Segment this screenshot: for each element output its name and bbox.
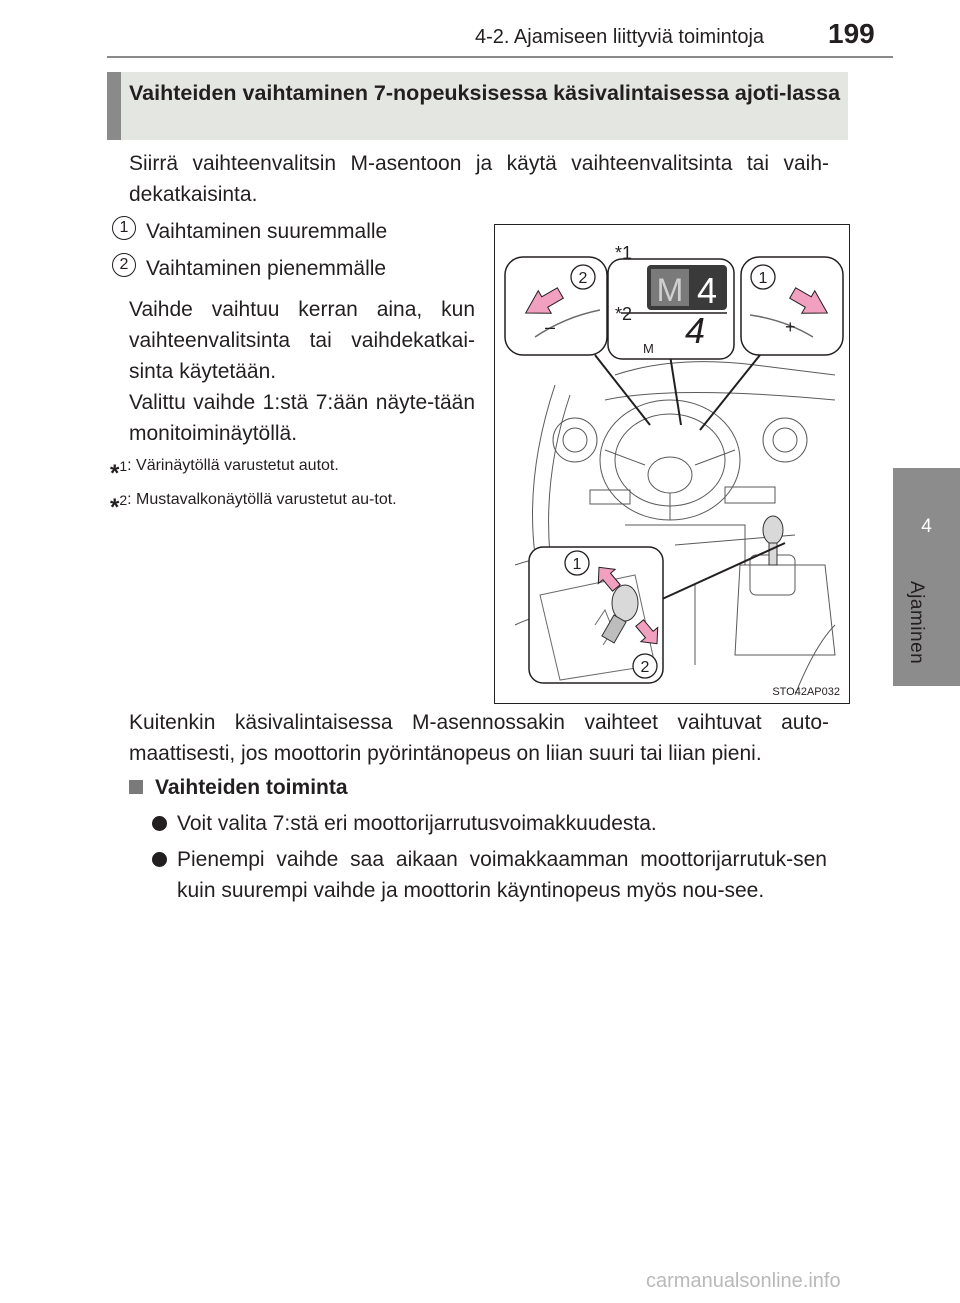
mono-mode: M bbox=[643, 341, 654, 356]
bullet-dot-icon bbox=[152, 852, 167, 867]
callout-number: 1 bbox=[758, 270, 768, 287]
step-label: Vaihtaminen suuremmalle bbox=[146, 220, 388, 243]
paddle-plus-label: + bbox=[785, 317, 796, 337]
step-upshift bbox=[112, 220, 387, 244]
mono-gear: 4 bbox=[685, 310, 706, 351]
header-rule bbox=[107, 56, 893, 58]
bullet-dot-icon bbox=[152, 816, 167, 831]
bullet-item bbox=[152, 844, 827, 906]
step-number: 2 bbox=[112, 253, 136, 277]
subheading-text: Vaihteiden toiminta bbox=[155, 776, 348, 799]
shift-paragraph: Vaihde vaihtuu kerran aina, kun vaihteenvalitsinta tai vaihdekatkai-sinta käytetään. bbox=[129, 298, 475, 383]
left-paddle-bubble bbox=[505, 257, 607, 355]
callout-number: 1 bbox=[572, 556, 582, 573]
display-paragraph: Valittu vaihde 1:stä 7:ään näyte-tään monitoiminäytöllä. bbox=[129, 391, 475, 445]
footnote bbox=[110, 488, 476, 522]
footnote-number: 2 bbox=[119, 492, 128, 508]
footnote-number: 1 bbox=[119, 458, 128, 474]
bullet-item bbox=[152, 808, 827, 839]
chapter-title: Ajaminen bbox=[906, 581, 927, 665]
footnote-text: : Värinäytöllä varustetut autot. bbox=[127, 457, 339, 474]
page-number: 199 bbox=[828, 18, 875, 49]
step-downshift bbox=[112, 257, 386, 281]
illustration-code: STO42AP032 bbox=[772, 686, 840, 698]
star-label: *2 bbox=[615, 304, 633, 324]
square-bullet-icon bbox=[129, 780, 143, 794]
gearshift-illustration bbox=[494, 224, 850, 704]
section-title-box bbox=[107, 72, 848, 140]
step-number: 1 bbox=[112, 216, 136, 240]
header-section-title: 4-2. Ajamiseen liittyviä toimintoja bbox=[475, 26, 765, 48]
footnote-text: : Mustavalkonäytöllä varustetut au-tot. bbox=[127, 491, 397, 508]
auto-shift-paragraph: Kuitenkin käsivalintaisessa M-asennossakin vaihteet vaihtuvat auto-maattisesti, jos moottorin pyörintänopeus on liian suuri tai liian pieni. bbox=[129, 711, 829, 765]
subheading bbox=[129, 776, 348, 800]
bullet-text: Voit valita 7:stä eri moottorijarrutusvoimakkuudesta. bbox=[177, 812, 657, 835]
star-label: *1 bbox=[615, 243, 633, 263]
intro-paragraph: Siirrä vaihteenvalitsin M-asentoon ja käytä vaihteenvalitsinta tai vaih-dekatkaisinta. bbox=[129, 152, 829, 206]
illustration-drawing bbox=[495, 225, 849, 703]
watermark: carmanualsonline.info bbox=[646, 1270, 841, 1292]
section-title-bar bbox=[107, 72, 121, 140]
footnote-star: * bbox=[110, 460, 120, 488]
footnote bbox=[110, 454, 476, 488]
callout-number: 2 bbox=[640, 659, 650, 676]
right-paddle-bubble bbox=[741, 257, 843, 355]
display-mode: M bbox=[656, 272, 684, 308]
display-gear: 4 bbox=[696, 270, 718, 311]
callout-number: 2 bbox=[578, 270, 588, 287]
display-bubble bbox=[608, 243, 734, 359]
section-title: Vaihteiden vaihtaminen 7-nopeuksisessa käsivalintaisessa ajoti-lassa bbox=[129, 81, 841, 105]
shifter-bubble bbox=[529, 547, 665, 683]
chapter-number: 4 bbox=[921, 516, 932, 537]
step-label: Vaihtaminen pienemmälle bbox=[146, 257, 387, 280]
paddle-minus-label: – bbox=[545, 317, 556, 337]
gear-knob-icon bbox=[763, 516, 783, 565]
bullet-text: Pienempi vaihde saa aikaan voimakkaamman moottorijarrutuk-sen kuin suurempi vaihde ja moottorin käyntinopeus myös nou-see. bbox=[177, 848, 827, 902]
footnote-star: * bbox=[110, 494, 120, 522]
